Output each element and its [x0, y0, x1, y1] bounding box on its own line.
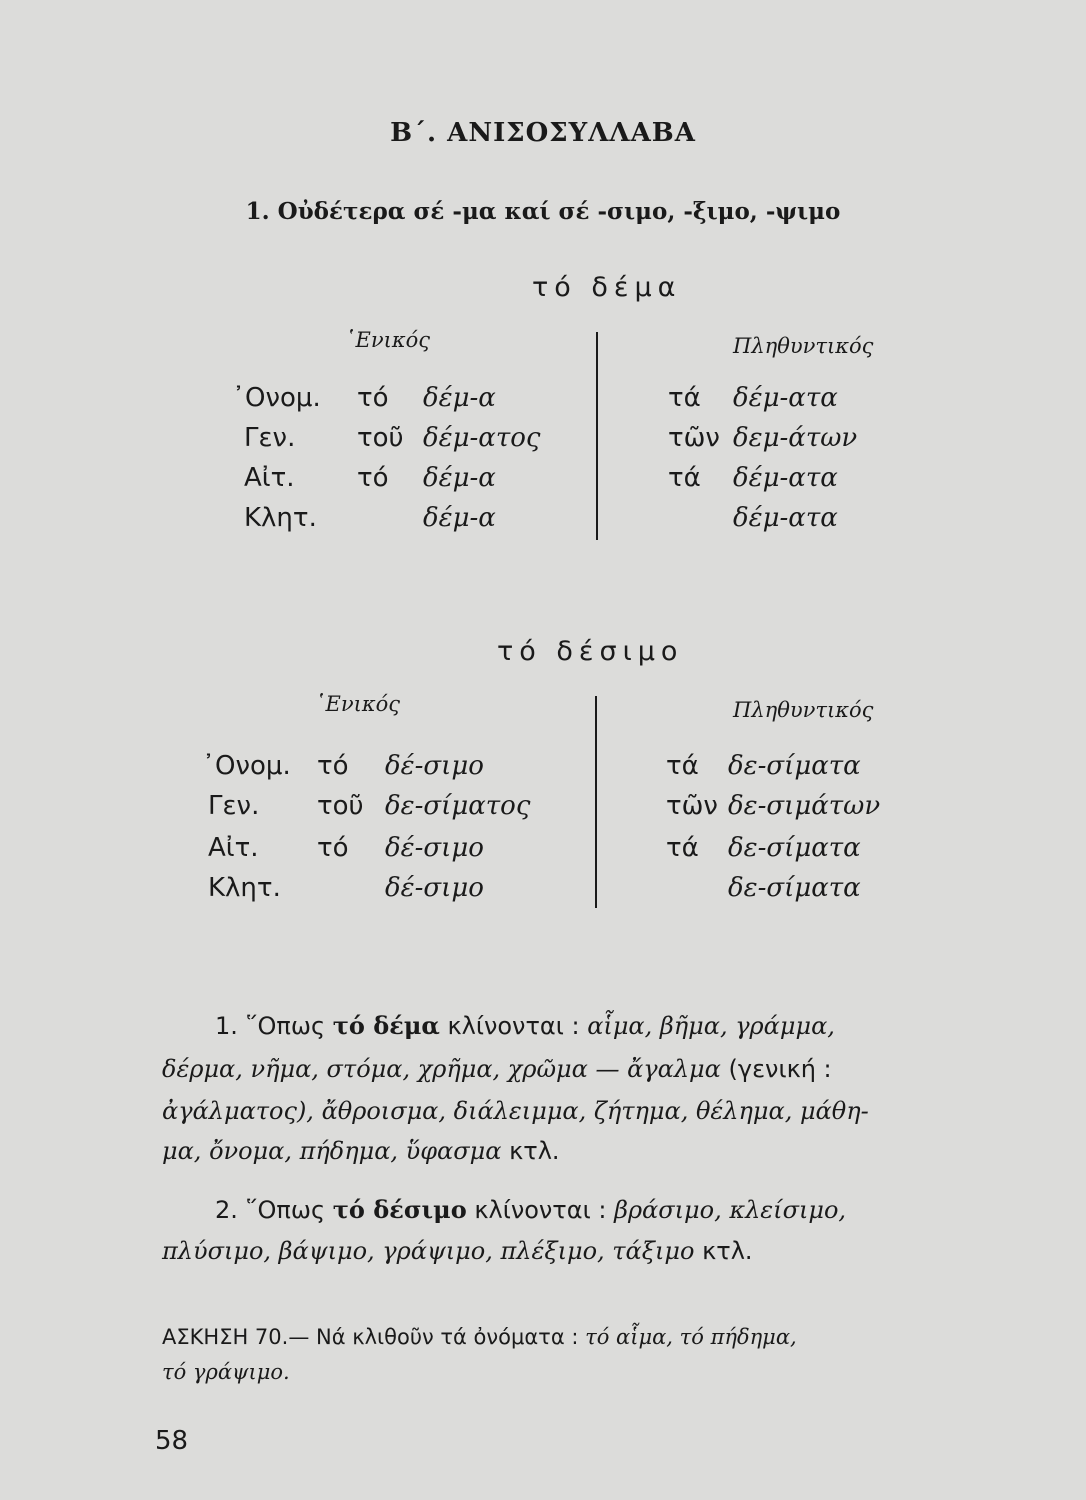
word-form: δέμ-α — [423, 383, 496, 413]
para-text: κτλ. — [509, 1137, 560, 1165]
article: τά — [668, 383, 701, 413]
para-line — [215, 1011, 835, 1040]
article: τά — [666, 833, 699, 863]
article: τοῦ — [317, 791, 364, 821]
word-form: δε-σίματα — [728, 751, 861, 781]
article: τό — [357, 463, 389, 493]
word-form: δεμ-άτων — [733, 423, 858, 453]
para-text: αἷμα, βῆμα, γράμμα, — [587, 1012, 835, 1040]
para-text: πλύσιμο, βάψιμο, γράψιμο, πλέξιμο, τάξιμο — [162, 1237, 695, 1265]
para-text: (γενική : — [728, 1055, 832, 1083]
word-form: δέμ-α — [423, 463, 496, 493]
case-label: Αἰτ. — [208, 833, 259, 863]
article: τά — [666, 751, 699, 781]
para-text: βράσιμο, κλείσιμο, — [614, 1196, 847, 1224]
para-text: κτλ. — [702, 1237, 753, 1265]
case-label: ᾿Ονομ. — [232, 383, 321, 413]
exercise-line — [162, 1325, 797, 1349]
table-title: τό δέμα — [532, 272, 682, 303]
para-text: ἄθροισμα, διάλειμμα, ζήτημα, θέλημα, μάθη- — [321, 1097, 869, 1125]
para-text: μα, ὄνομα, πήδημα, ὕφασμα — [162, 1137, 502, 1165]
word-form: δέ-σιμο — [385, 873, 484, 903]
plural-heading: Πληθυντικός — [733, 334, 874, 358]
word-form: δέμ-ατος — [423, 423, 541, 453]
word-form: δέμ-ατα — [733, 463, 838, 493]
word-form: δε-σιμάτων — [728, 791, 881, 821]
exercise-label: ΑΣΚΗΣΗ 70.— Νά κλιθοῦν τά ὀνόματα : — [162, 1325, 579, 1349]
case-label: Γεν. — [244, 423, 296, 453]
para-line — [162, 1055, 832, 1083]
table-title: τό δέσιμο — [497, 636, 684, 667]
subheading: 1. Οὐδέτερα σέ -μα καί σέ -σιμο, -ξιμο, -ψιμο — [245, 198, 841, 225]
para-text: ἀγάλματος), — [162, 1097, 314, 1125]
page-number: 58 — [155, 1426, 189, 1456]
para-text: δέρμα, νῆμα, στόμα, χρῆμα, χρῶμα — ἄγαλμα — [162, 1055, 721, 1083]
para-bold-term: τό δέμα — [332, 1011, 440, 1040]
word-form: δέμ-α — [423, 503, 496, 533]
article: τά — [668, 463, 701, 493]
exercise-items: τό γράψιμο. — [162, 1360, 290, 1384]
case-label: Κλητ. — [244, 503, 317, 533]
article: τό — [317, 833, 349, 863]
para-line — [162, 1237, 753, 1265]
para-line — [215, 1195, 846, 1224]
article: τό — [317, 751, 349, 781]
word-form: δέμ-ατα — [733, 503, 838, 533]
section-heading: Β΄. ΑΝΙΣΟΣΥΛΛΑΒΑ — [390, 118, 696, 148]
plural-heading: Πληθυντικός — [733, 698, 874, 722]
singular-heading: ῾Ενικός — [315, 692, 401, 716]
exercise-items: τό αἷμα, τό πήδημα, — [585, 1325, 797, 1349]
article: τοῦ — [357, 423, 404, 453]
case-label: Αἰτ. — [244, 463, 295, 493]
para-line — [162, 1137, 560, 1165]
para-verb: κλίνονται : — [447, 1012, 580, 1040]
case-label: Κλητ. — [208, 873, 281, 903]
word-form: δέ-σιμο — [385, 751, 484, 781]
table-divider — [595, 696, 597, 908]
article: τῶν — [668, 423, 720, 453]
para-bold-term: τό δέσιμο — [332, 1195, 467, 1224]
table-divider — [596, 332, 598, 540]
para-verb: κλίνονται : — [474, 1196, 607, 1224]
word-form: δε-σίματα — [728, 873, 861, 903]
article: τῶν — [666, 791, 718, 821]
case-label: Γεν. — [208, 791, 260, 821]
singular-heading: ῾Ενικός — [345, 328, 431, 352]
word-form: δε-σίματα — [728, 833, 861, 863]
para-line — [162, 1097, 869, 1125]
article: τό — [357, 383, 389, 413]
para-lead: 2. ῞Οπως — [215, 1196, 326, 1224]
word-form: δέ-σιμο — [385, 833, 484, 863]
exercise-line — [162, 1360, 290, 1384]
word-form: δέμ-ατα — [733, 383, 838, 413]
word-form: δε-σίματος — [385, 791, 531, 821]
case-label: ᾿Ονομ. — [202, 751, 291, 781]
para-lead: 1. ῞Οπως — [215, 1012, 326, 1040]
